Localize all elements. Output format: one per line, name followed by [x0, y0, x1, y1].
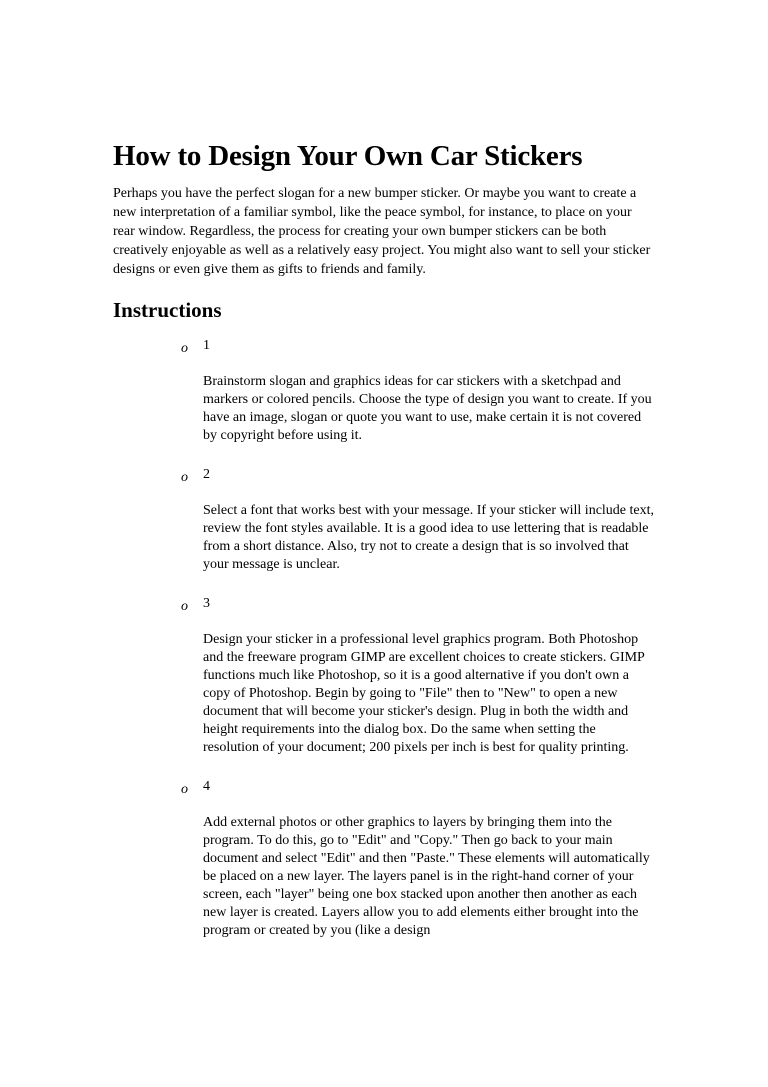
- list-item-step-2: [113, 465, 653, 574]
- step-text: Add external photos or other graphics to layers by bringing them into the program. To do this, go to "Edit" and "Copy." Then go back to your main document and select "Edit" and then "Paste." These elements will automatically be placed on a new layer. The layers panel is in the right-hand corner of your screen, each "layer" being one box stacked upon another then another as each new layer is created. Layers allow you to add elements either brought into the program or created by you (like a design: [203, 815, 650, 938]
- list-item-step-1: [113, 336, 653, 445]
- instructions-list: [113, 336, 653, 940]
- step-number: 2: [203, 467, 210, 482]
- bullet-icon: o: [181, 470, 188, 485]
- step-number: 1: [203, 338, 210, 353]
- list-item-step-4: [113, 777, 653, 940]
- page-title: How to Design Your Own Car Stickers: [113, 140, 583, 172]
- step-text: Select a font that works best with your message. If your sticker will include text, review the font styles available. It is a good idea to use lettering that is readable from a short distance. Also, try not to create a design that is so involved that your message is unclear.: [203, 503, 655, 572]
- instructions-heading: Instructions: [113, 298, 222, 322]
- bullet-icon: o: [181, 599, 188, 614]
- list-item-step-3: [113, 594, 653, 757]
- bullet-icon: o: [181, 782, 188, 797]
- step-text: Design your sticker in a professional level graphics program. Both Photoshop and the freeware program GIMP are excellent choices to create stickers. GIMP functions much like Photoshop, so it is a good alternative if you don't own a copy of Photoshop. Begin by going to "File" then to "New" to open a new document that will become your sticker's design. Plug in both the width and height requirements into the dialog box. Do the same when setting the resolution of your document; 200 pixels per inch is best for quality printing.: [203, 632, 645, 755]
- step-text: Brainstorm slogan and graphics ideas for car stickers with a sketchpad and markers or colored pencils. Choose the type of design you want to create. If you have an image, slogan or quote you want to use, make certain it is not covered by copyright before using it.: [203, 374, 652, 443]
- step-number: 4: [203, 779, 210, 794]
- document-content: [113, 138, 653, 960]
- step-number: 3: [203, 596, 210, 611]
- bullet-icon: o: [181, 341, 188, 356]
- intro-paragraph: Perhaps you have the perfect slogan for a new bumper sticker. Or maybe you want to create a new interpretation of a familiar symbol, like the peace symbol, for instance, to place on your rear window. Regardless, the process for creating your own bumper stickers can be both creatively enjoyable as well as a relatively easy project. You might also want to sell your sticker designs or even give them as gifts to friends and family.: [113, 186, 651, 277]
